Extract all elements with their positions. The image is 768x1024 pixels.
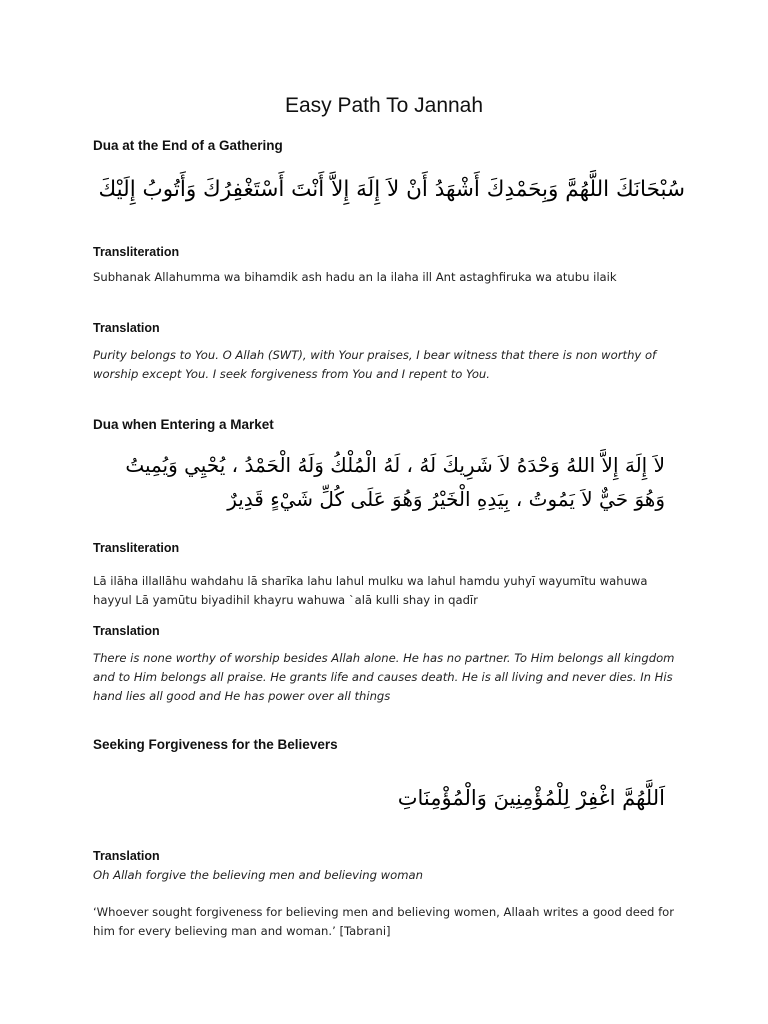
transliteration-label-market: Transliteration (93, 541, 180, 555)
translation-text-forgiveness: Oh Allah forgive the believing men and believing woman (93, 868, 423, 882)
transliteration-text-market: Lā ilāha illallāhu wahdahu lā sharīka lahu lahul mulku wa lahul hamdu yuhyī wayumītu wahuwa hayyul Lā yamūtu biyadihil khayru wahuwa `alā kulli shay in qadīr (93, 574, 648, 607)
translation-label-market: Translation (93, 624, 160, 638)
arabic-dua-forgiveness: اَللَّهُمَّ اغْفِرْ لِلْمُؤْمِنِينَ وَالْمُؤْمِنَاتِ (397, 786, 665, 810)
hadith-note: ‘Whoever sought forgiveness for believing men and believing women, Allaah writes a good deed for him for every believing man and woman.’ [Tabrani] (93, 905, 675, 938)
translation-text-gathering: Purity belongs to You. O Allah (SWT), with Your praises, I bear witness that there is non worthy of worship except You. I seek forgiveness from You and I repent to You. (93, 348, 657, 381)
page-title: Easy Path To Jannah (284, 94, 484, 117)
transliteration-label-gathering: Transliteration (93, 245, 180, 259)
section-heading-market: Dua when Entering a Market (93, 417, 274, 432)
translation-label-forgiveness: Translation (93, 849, 160, 863)
translation-label-gathering: Translation (93, 321, 160, 335)
translation-text-market: There is none worthy of worship besides Allah alone. He has no partner. To Him belongs all kingdom and to Him belongs all praise. He grants life and causes death. He is all living and never dies. In His hand lies all good and He has power over all things (93, 651, 675, 703)
section-heading-forgiveness: Seeking Forgiveness for the Believers (93, 737, 338, 752)
arabic-dua-gathering: سُبْحَانَكَ اللَّهُمَّ وَبِحَمْدِكَ أَشْهَدُ أَنْ لاَ إِلَهَ إِلاَّ أَنْتَ أَسْتَغْفِرُكَ وَأَتُوبُ إِلَيْكَ (98, 177, 685, 202)
transliteration-text-gathering: Subhanak Allahumma wa bihamdik ash hadu an la ilaha ill Ant astaghfiruka wa atubu ilaik (93, 270, 617, 284)
arabic-dua-market-line-2: وَهُوَ حَيٌّ لاَ يَمُوتُ ، بِيَدِهِ الْخَيْرُ وَهُوَ عَلَى كُلِّ شَيْءٍ قَدِيرٌ (227, 487, 665, 511)
section-heading-gathering: Dua at the End of a Gathering (93, 138, 283, 153)
arabic-dua-market-line-1: لاَ إِلَهَ إِلاَّ اللهُ وَحْدَهُ لاَ شَرِيكَ لَهُ ، لَهُ الْمُلْكُ وَلَهُ الْحَمْدُ ، يُحْيِي وَيُمِيتُ (125, 453, 665, 477)
